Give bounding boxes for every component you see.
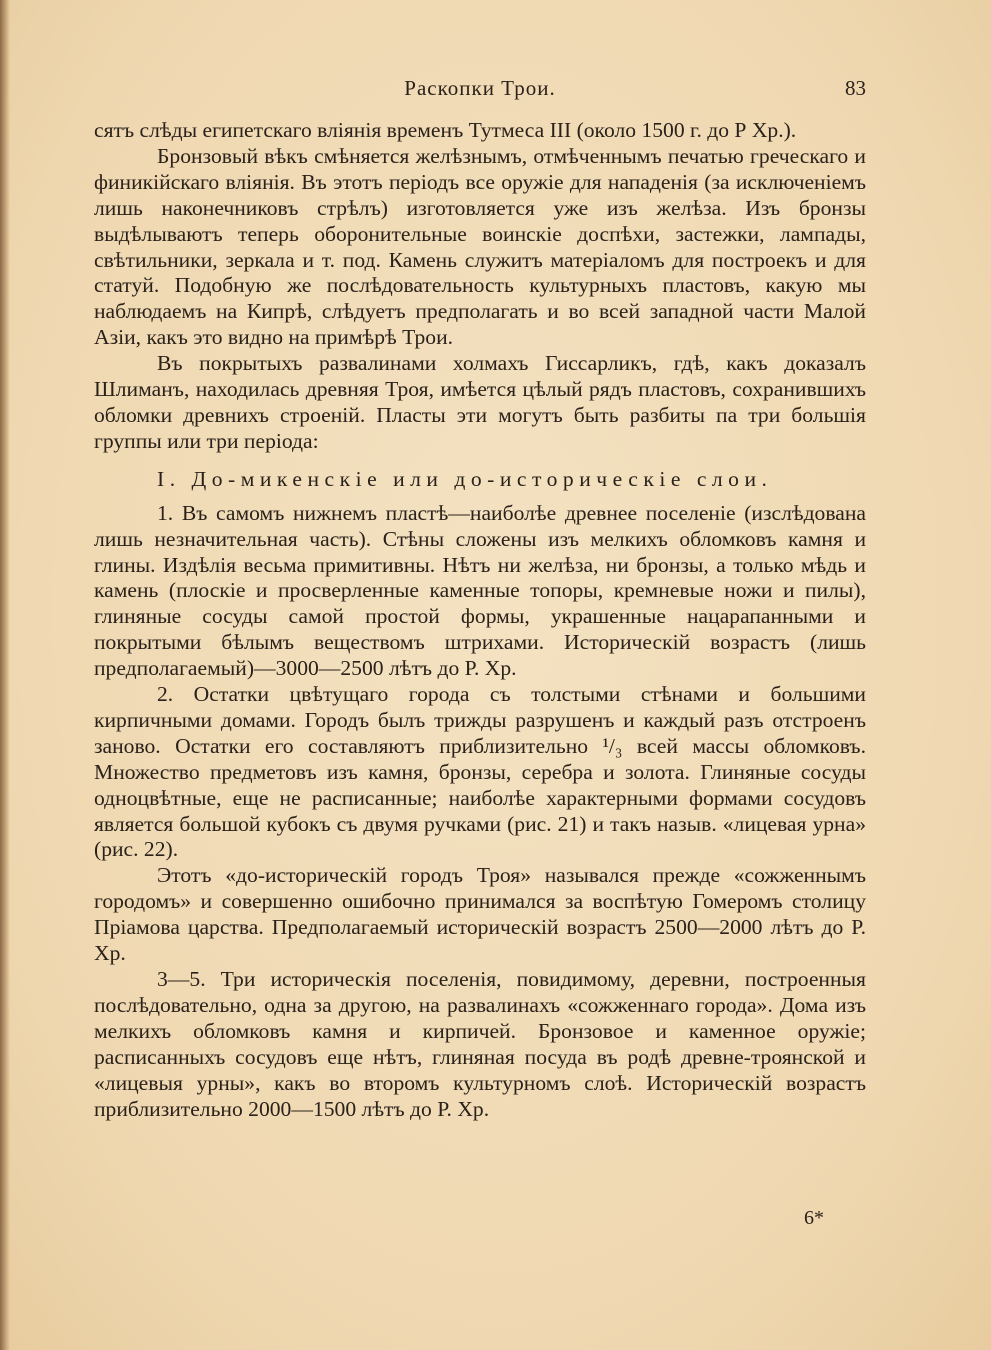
- text-body: [94, 118, 866, 1122]
- paragraph-burnt-city: Этотъ «до-историческій городъ Троя» назывался прежде «сожженнымъ городомъ» и совершенно ошибочно принимался за воспѣтую Гомеромъ столицу Пріамова царства. Предполагаемый историческій возрастъ 2500—2000 лѣтъ до Р. Хр.: [94, 863, 866, 966]
- page-binding-edge: [0, 0, 10, 1350]
- page-number: 83: [845, 76, 866, 100]
- signature-mark: 6*: [804, 1207, 824, 1229]
- section-heading: I. До-микенскіе или до-историческіе слои.: [157, 466, 773, 491]
- running-header: [94, 76, 866, 106]
- running-title: Раскопки Трои.: [404, 76, 556, 100]
- paragraph-layers-3-5: 3—5. Три историческія поселенія, повидимому, деревни, построенныя послѣдовательно, одна за другою, на развалинахъ «сожженнаго города». Дома изъ мелкихъ обломковъ камня и кирпичей. Бронзовое и каменное оружіе; расписанныхъ сосудовъ еще нѣтъ, глиняная посуда въ родѣ древне-троянской и «лицевыя урны», какъ во второмъ культурномъ слоѣ. Историческій возрастъ приблизительно 2000—1500 лѣтъ до Р. Хр.: [94, 967, 866, 1121]
- paragraph-bronze-age: Бронзовый вѣкъ смѣняется желѣзнымъ, отмѣченнымъ печатью греческаго и финикійскаго вліянія. Въ этотъ періодъ все оружіе для нападенія (за исключеніемъ лишь наконечниковъ стрѣлъ) изготовляется уже изъ желѣза. Изъ бронзы выдѣлываютъ теперь оборонительные воинскіе доспѣхи, застежки, лампады, свѣтильники, зеркала и т. под. Камень служитъ матеріаломъ для построекъ и для статуй. Подобную же послѣдовательность культурныхъ пластовъ, какую мы наблюдаемъ на Кипрѣ, слѣдуетъ предполагать и во всей западной части Малой Азіи, какъ это видно на примѣрѣ Трои.: [94, 143, 866, 350]
- paragraph-layer-1: 1. Въ самомъ нижнемъ пластѣ—наиболѣе древнее поселеніе (изслѣдована лишь незначительная часть). Стѣны сложены изъ мелкихъ обломковъ камня и глины. Издѣлія весьма примитивны. Нѣтъ ни желѣза, ни бронзы, а только мѣдь и камень (плоскіе и просверленные каменные топоры, кремневые ножи и пилы), глиняные сосуды самой простой формы, украшенные нацарапанными и покрытыми бѣлымъ веществомъ штрихами. Историческій возрастъ (лишь предполагаемый)—3000—2500 лѣтъ до Р. Хр.: [94, 500, 866, 681]
- paragraph-continuation: сятъ слѣды египетскаго вліянія временъ Тутмеса III (около 1500 г. до Р Хр.).: [94, 118, 797, 142]
- paragraph-layer-2: 2. Остатки цвѣтущаго города съ толстыми стѣнами и большими кирпичными домами. Городъ былъ трижды разрушенъ и каждый разъ отстроенъ заново. Остатки его составляютъ приблизительно ¹/₃ всей массы обломковъ. Множество предметовъ изъ камня, бронзы, серебра и золота. Глиняные сосуды одноцвѣтные, еще не расписанные; наиболѣе характерными формами сосудовъ является большой кубокъ съ двумя ручками (рис. 21) и такъ назыв. «лицевая урна» (рис. 22).: [94, 682, 866, 862]
- paragraph-hissarlik: Въ покрытыхъ развалинами холмахъ Гиссарликъ, гдѣ, какъ доказалъ Шлиманъ, находилась древняя Троя, имѣется цѣлый рядъ пластовъ, сохранившихъ обломки древнихъ строеній. Пласты эти могутъ быть разбиты па три большія группы или три періода:: [94, 351, 866, 453]
